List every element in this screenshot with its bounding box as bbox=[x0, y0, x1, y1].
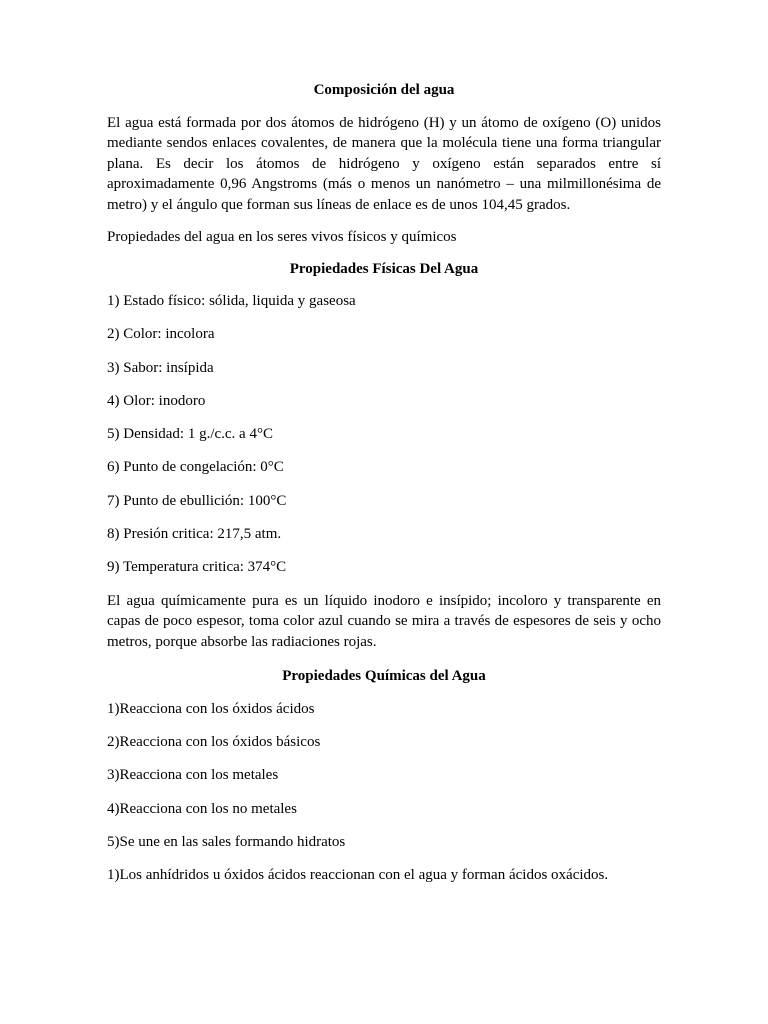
document-page bbox=[107, 80, 661, 898]
chemical-item-4: 4)Reacciona con los no metales bbox=[107, 800, 297, 817]
physical-item-7: 7) Punto de ebullición: 100°C bbox=[107, 492, 287, 509]
physical-heading: Propiedades Físicas Del Agua bbox=[289, 260, 479, 277]
intro-paragraph: El agua está formada por dos átomos de hidrógeno (H) y un átomo de oxígeno (O) unidos mediante sendos enlaces covalentes, de manera que la molécula tiene una forma triangular plana. Es decir los átomos de hidrógeno y oxígeno están separados entre sí aproximadamente 0,96 Angstroms (más o menos un nanómetro – una milmillonésima de metro) y el ángulo que forman sus líneas de enlace es de unos 104,45 grados. bbox=[107, 114, 661, 213]
physical-item-3: 3) Sabor: insípida bbox=[107, 359, 214, 376]
physical-item-9: 9) Temperatura critica: 374°C bbox=[107, 559, 287, 576]
chemical-item-3: 3)Reacciona con los metales bbox=[107, 767, 279, 784]
chemical-item-1: 1)Reacciona con los óxidos ácidos bbox=[107, 700, 315, 717]
document-title: Composición del agua bbox=[313, 82, 455, 98]
chemical-heading: Propiedades Químicas del Agua bbox=[282, 668, 486, 685]
chemical-item-5: 5)Se une en las sales formando hidratos bbox=[107, 833, 346, 850]
physical-note-paragraph: El agua químicamente pura es un líquido inodoro e insípido; incoloro y transparente en capas de poco espesor, toma color azul cuando se mira a través de espesores de seis y ocho metros, porque absorbe las radiaciones rojas. bbox=[107, 592, 661, 650]
physical-item-6: 6) Punto de congelación: 0°C bbox=[107, 459, 284, 476]
chemical-item-2: 2)Reacciona con los óxidos básicos bbox=[107, 733, 321, 750]
physical-item-2: 2) Color: incolora bbox=[107, 326, 215, 343]
subtitle-line: Propiedades del agua en los seres vivos físicos y químicos bbox=[107, 229, 457, 245]
physical-item-4: 4) Olor: inodoro bbox=[107, 392, 206, 409]
chemical-item-6: 1)Los anhídridos u óxidos ácidos reaccionan con el agua y forman ácidos oxácidos. bbox=[107, 867, 609, 884]
physical-item-8: 8) Presión critica: 217,5 atm. bbox=[107, 526, 282, 543]
physical-item-5: 5) Densidad: 1 g./c.c. a 4°C bbox=[107, 426, 273, 443]
physical-item-1: 1) Estado físico: sólida, liquida y gaseosa bbox=[107, 293, 356, 309]
